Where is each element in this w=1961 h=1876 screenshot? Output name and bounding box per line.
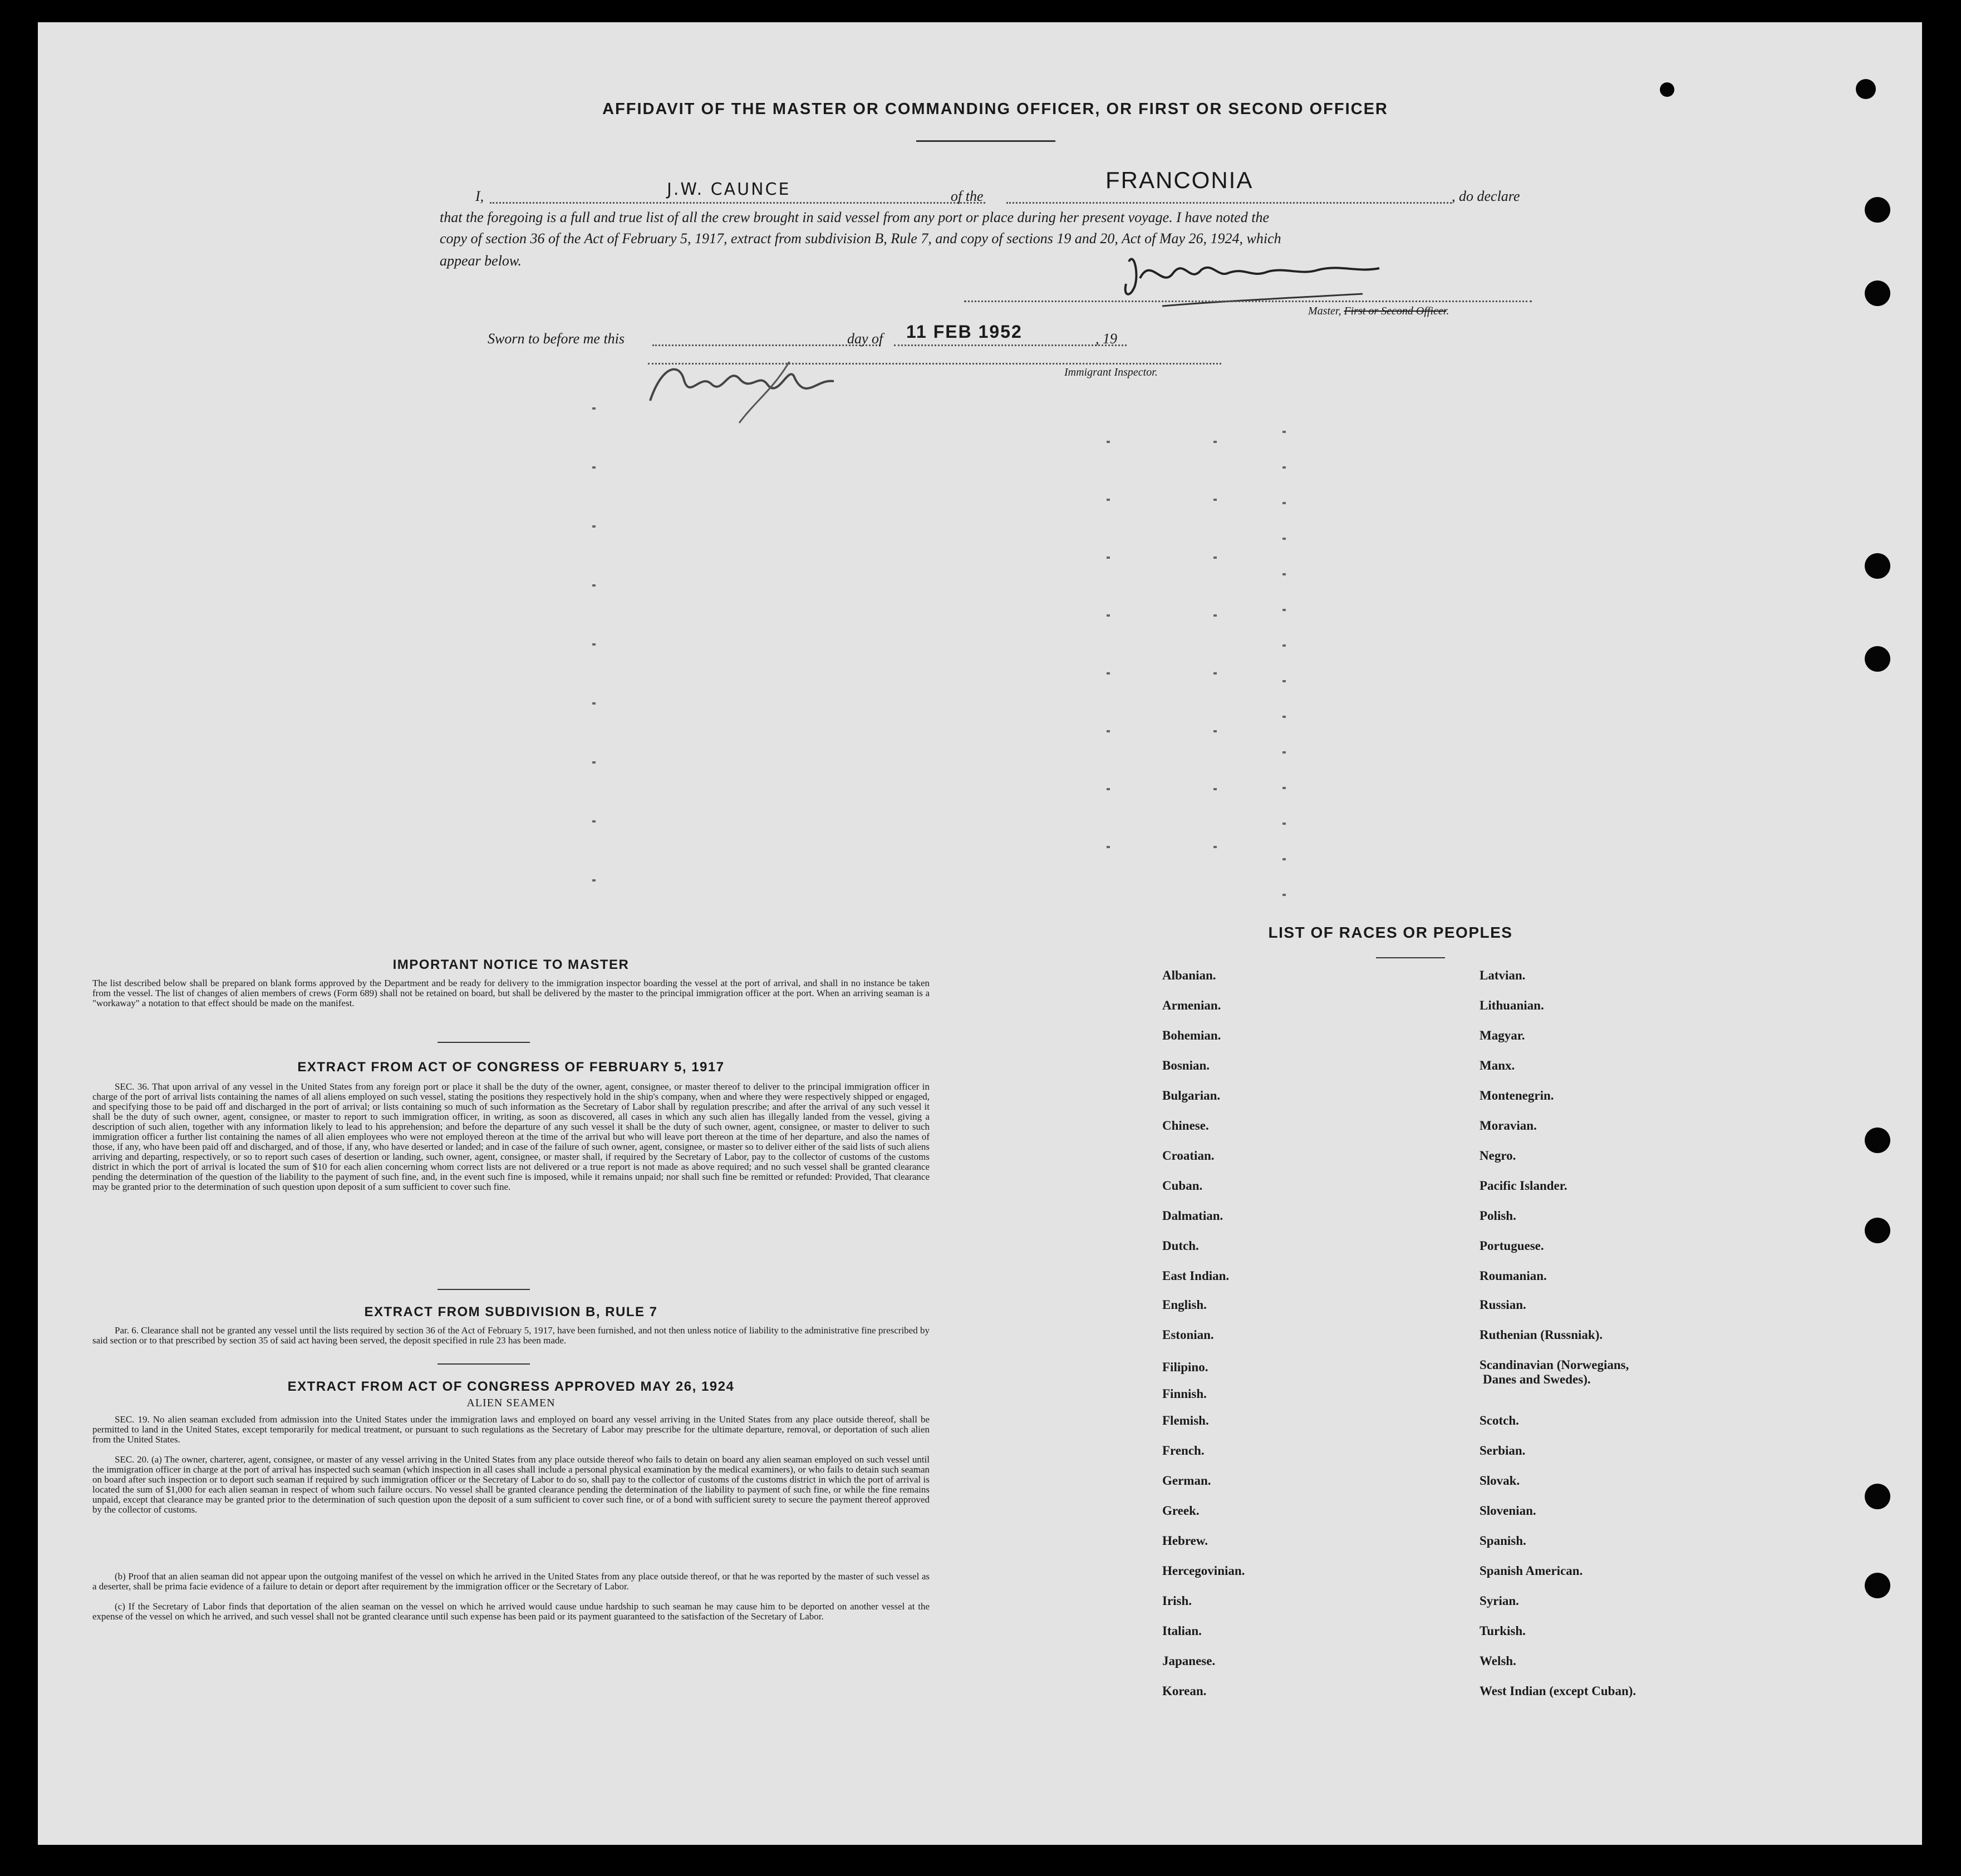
i-label: I, <box>475 188 484 204</box>
bleed-dot <box>1282 502 1286 504</box>
race-item: Spanish. <box>1480 1534 1526 1548</box>
race-item: West Indian (except Cuban). <box>1480 1684 1636 1698</box>
race-item: Welsh. <box>1480 1654 1516 1668</box>
race-item: Roumanian. <box>1480 1269 1547 1283</box>
bleed-dot <box>1213 557 1217 559</box>
extract-rule7-title: EXTRACT FROM SUBDIVISION B, RULE 7 <box>364 1304 658 1319</box>
race-item: Ruthenian (Russniak). <box>1480 1328 1603 1342</box>
bleed-dot <box>592 525 596 528</box>
race-item: Negro. <box>1480 1149 1516 1163</box>
extract-1917-title: EXTRACT FROM ACT OF CONGRESS OF FEBRUARY 5, 1917 <box>297 1060 725 1075</box>
notice-title: IMPORTANT NOTICE TO MASTER <box>392 957 630 972</box>
bleed-dot <box>592 584 596 587</box>
sworn-prefix: Sworn to before me this <box>488 331 625 347</box>
manifest-page <box>38 22 1922 1845</box>
bleed-dot <box>1213 499 1217 501</box>
divider <box>438 1363 530 1365</box>
punch-hole <box>1856 79 1876 99</box>
race-item: Greek. <box>1162 1504 1200 1518</box>
bleed-dot <box>592 879 596 882</box>
race-item: Magyar. <box>1480 1028 1525 1042</box>
bleed-dot <box>592 466 596 469</box>
punch-hole <box>1865 280 1890 306</box>
race-item: Chinese. <box>1162 1119 1209 1133</box>
signature-line <box>964 301 1532 302</box>
race-item: Danes and Swedes). <box>1483 1372 1591 1386</box>
race-item: Russian. <box>1480 1298 1526 1312</box>
race-item: Montenegrin. <box>1480 1089 1554 1102</box>
affidavit-title: AFFIDAVIT OF THE MASTER OR COMMANDING OFFICER, OR FIRST OR SECOND OFFICER <box>602 100 1388 118</box>
race-item: Finnish. <box>1162 1387 1207 1401</box>
bleed-dot <box>1282 466 1286 469</box>
bleed-dot <box>1213 846 1217 848</box>
race-item: Bulgarian. <box>1162 1089 1221 1102</box>
race-item: Portuguese. <box>1480 1239 1544 1253</box>
bleed-dot <box>1282 858 1286 860</box>
race-item: German. <box>1162 1474 1211 1488</box>
race-item: East Indian. <box>1162 1269 1230 1283</box>
race-item: Hebrew. <box>1162 1534 1208 1548</box>
year-prefix: , 19 <box>1095 331 1117 347</box>
race-item: Slovenian. <box>1480 1504 1536 1518</box>
bleed-dot <box>1282 609 1286 611</box>
divider <box>438 1042 530 1043</box>
bleed-dot <box>1107 846 1110 848</box>
bleed-dot <box>1213 441 1217 443</box>
bleed-dot <box>1282 431 1286 433</box>
sworn-date-stamp: 11 FEB 1952 <box>906 322 1023 342</box>
bleed-dot <box>592 643 596 646</box>
race-item: Estonian. <box>1162 1328 1214 1342</box>
bleed-dot <box>1107 441 1110 443</box>
bleed-dot <box>592 820 596 823</box>
race-item: Irish. <box>1162 1594 1192 1608</box>
bleed-dot <box>1282 894 1286 896</box>
extract-1924-sec20a: SEC. 20. (a) The owner, charterer, agent, consignee, or master of any vessel arriving in the United States from any place outside thereof who fails to detain on board any alien seaman employed on such vessel until the immigration officer in charge at the port of arrival has inspected such seaman (which inspection in all cases shall include a personal physical examination by the medical examiners), or who fails to detain such seaman on board after such inspection or to deport such seaman if required by such immigration officer or the Secretary of Labor to do so, shall pay to the collector of customs of the customs district in which the port of arrival is located the sum of $1,000 for each alien seaman in respect of whom such failure occurs. No vessel shall be granted clearance pending the determination of the liability to payment of such fine, or while the fine remains unpaid, except that clearance may be granted prior to the determination of such question upon the deposit of a sum sufficient to cover such fine, or of a bond with sufficient surety to secure the payment thereof approved by the collector of customs. <box>92 1454 930 1515</box>
race-item: Slovak. <box>1480 1474 1520 1488</box>
extract-1924-sec19: SEC. 19. No alien seaman excluded from admission into the United States under the immigration laws and employed on board any vessel arriving in the United States from any place outside thereof, shall be permitted to land in the United States, except temporarily for medical treatment, or pursuant to such regulations as the Secretary of Labor may prescribe for the ultimate departure, removal, or deportation of such alien from the United States. <box>92 1414 930 1445</box>
bleed-dot <box>1213 614 1217 617</box>
race-item: Scotch. <box>1480 1414 1519 1427</box>
race-item: Dalmatian. <box>1162 1209 1223 1223</box>
vessel-line <box>1006 202 1452 204</box>
extract-1924-title: EXTRACT FROM ACT OF CONGRESS APPROVED MAY 26, 1924 <box>287 1379 735 1394</box>
race-item: Italian. <box>1162 1624 1202 1638</box>
race-item: Syrian. <box>1480 1594 1519 1608</box>
bleed-dot <box>1107 672 1110 674</box>
punch-hole <box>1865 1127 1890 1153</box>
punch-hole <box>1865 1218 1890 1243</box>
master-name: J.W. CAUNCE <box>667 180 791 199</box>
race-item: Lithuanian. <box>1480 998 1544 1012</box>
sworn-month-line <box>894 344 1127 346</box>
of-the-label: of the <box>951 188 984 204</box>
vessel-name: FRANCONIA <box>1105 167 1254 193</box>
bleed-dot <box>1282 823 1286 825</box>
notice-text: The list described below shall be prepared on blank forms approved by the Department and be ready for delivery to the immigration inspector boarding the vessel at the port of arrival, and shall in no instance be taken from the vessel. The list of changes of alien members of crews (Form 689) shall not be retained on board, but shall be delivered by the master to the principal immigration officer at the port. When an arriving seaman is a "workaway" a notation to that effect should be made on the manifest. <box>92 978 930 1008</box>
signature-caption-struck: First or Second Officer <box>1344 305 1447 317</box>
affidavit-body-line-3: appear below. <box>440 253 522 269</box>
punch-hole <box>1865 1573 1890 1598</box>
race-item: Bosnian. <box>1162 1058 1210 1072</box>
divider <box>438 1289 530 1290</box>
race-item: Pacific Islander. <box>1480 1179 1567 1193</box>
bleed-dot <box>1107 614 1110 617</box>
title-underline <box>916 140 1055 142</box>
bleed-dot <box>1282 751 1286 754</box>
race-item: Polish. <box>1480 1209 1516 1223</box>
bleed-dot <box>1107 499 1110 501</box>
bleed-dot <box>1107 788 1110 790</box>
race-item: Cuban. <box>1162 1179 1203 1193</box>
bleed-dot <box>1213 672 1217 674</box>
race-item: Spanish American. <box>1480 1564 1583 1578</box>
race-item: French. <box>1162 1444 1205 1458</box>
punch-hole <box>1865 553 1890 579</box>
inspector-line <box>648 363 1221 365</box>
signature-caption-suffix: . <box>1446 305 1449 317</box>
bleed-dot <box>592 702 596 705</box>
races-underline <box>1376 957 1445 958</box>
bleed-dot <box>1282 716 1286 718</box>
bleed-dot <box>1282 538 1286 540</box>
name-line <box>490 202 985 204</box>
bleed-dot <box>1213 788 1217 790</box>
bleed-dot <box>1282 644 1286 647</box>
extract-1924-subtitle: ALIEN SEAMEN <box>466 1397 556 1409</box>
affidavit-body-line-1: that the foregoing is a full and true list of all the crew brought in said vessel from any port or place during her present voyage. I have noted the <box>440 209 1269 225</box>
extract-rule7-text: Par. 6. Clearance shall not be granted any vessel until the lists required by section 36 of the Act of February 5, 1917, have been furnished, and not then unless notice of liability to the administrative fine prescribed by said section or to that prescribed by section 35 of said act having been served, the deposit specified in rule 23 has been made. <box>92 1325 930 1346</box>
inspector-caption: Immigrant Inspector. <box>1064 366 1158 378</box>
bleed-dot <box>1282 680 1286 682</box>
race-item: Armenian. <box>1162 998 1221 1012</box>
signature-caption-prefix: Master, <box>1308 305 1344 317</box>
extract-1924-sec20b: (b) Proof that an alien seaman did not appear upon the outgoing manifest of the vessel on which he arrived in the United States from any place outside thereof, or that he was reported by the master of such vessel as a deserter, shall be prima facie evidence of a failure to detain or deport after requirement by the immigration officer or the Secretary of Labor. <box>92 1571 930 1592</box>
punch-hole <box>1865 1484 1890 1509</box>
race-item: Korean. <box>1162 1684 1207 1698</box>
punch-hole <box>1865 197 1890 223</box>
race-item: Hercegovinian. <box>1162 1564 1245 1578</box>
affidavit-body-line-2: copy of section 36 of the Act of February 5, 1917, extract from subdivision B, Rule 7, and copy of sections 19 and 20, Act of May 26, 1924, which <box>440 230 1281 247</box>
bleed-dot <box>592 407 596 410</box>
race-item: Flemish. <box>1162 1414 1209 1427</box>
signature-caption <box>1308 305 1449 318</box>
race-item: Scandinavian (Norwegians, <box>1480 1358 1629 1372</box>
bleed-dot <box>1282 787 1286 789</box>
race-item: Croatian. <box>1162 1149 1215 1163</box>
do-declare-label: , do declare <box>1452 188 1520 204</box>
races-title: LIST OF RACES OR PEOPLES <box>1268 924 1513 941</box>
inspector-signature <box>639 339 873 440</box>
race-item: Filipino. <box>1162 1360 1208 1374</box>
race-item: Latvian. <box>1480 968 1526 982</box>
bleed-dot <box>1107 557 1110 559</box>
race-item: Bohemian. <box>1162 1028 1221 1042</box>
extract-1917-text: SEC. 36. That upon arrival of any vessel in the United States from any foreign port or place it shall be the duty of the owner, agent, consignee, or master thereof to deliver to the principal immigration officer in charge of the port of arrival lists containing the names of all aliens employed on such vessel, stating the positions they respectively hold in the ship's company, when and where they were respectively shipped or engaged, and specifying those to be paid off and discharged in the port of arrival; or lists containing so much of such information as the Secretary of Labor shall by regulation prescribe; and after the arrival of any such vessel it shall be the duty of such owner, agent, consignee, or master to report to such immigration officer, in writing, as soon as discovered, all cases in which any such alien has illegally landed from the vessel, giving a description of such alien, together with any information likely to lead to his apprehension; and before the departure of any such vessel it shall be the duty of such owner, agent, consignee, or master to deliver to such immigration officer a further list containing the names of all alien employees who were not employed thereon at the time of the arrival but who will leave port thereon at the time of her departure, and also the names of those, if any, who have been paid off and discharged, and of those, if any, who have deserted or landed; and in case of the failure of such owner, agent, consignee, or master so to deliver either of the said lists of such aliens arriving and departing, respectively, or so to report such cases of desertion or landing, such owner, agent, consignee, or master shall, if required by the Secretary of Labor, pay to the collector of customs of the customs district in which the port of arrival is located the sum of $10 for each alien concerning whom correct lists are not delivered or a true report is not made as above required; and no such vessel shall be granted clearance pending the determination of the question of the liability to the payment of such fine, and, in the event such fine is imposed, while it remains unpaid; nor shall such fine be remitted or refunded: Provided, That clearance may be granted prior to the determination of such question upon deposit of a sum sufficient to cover such fine. <box>92 1081 930 1192</box>
bleed-dot <box>1282 573 1286 575</box>
race-item: Turkish. <box>1480 1624 1526 1638</box>
bleed-dot <box>1107 730 1110 732</box>
race-item: Albanian. <box>1162 968 1216 982</box>
race-item: Manx. <box>1480 1058 1515 1072</box>
punch-hole <box>1865 646 1890 672</box>
race-item: Serbian. <box>1480 1444 1526 1458</box>
race-item: English. <box>1162 1298 1207 1312</box>
day-of-label: day of <box>847 331 883 347</box>
race-item: Moravian. <box>1480 1119 1537 1133</box>
extract-1924-sec20c: (c) If the Secretary of Labor finds that deportation of the alien seaman on the vessel on which he arrived would cause undue hardship to such seaman he may cause him to be deported on another vessel at the expense of the vessel on which he arrived, and such vessel shall not be granted clearance until such expense has been paid or its payment guaranteed to the satisfaction of the Secretary of Labor. <box>92 1601 930 1622</box>
bleed-dot <box>592 761 596 764</box>
punch-hole <box>1660 82 1674 97</box>
race-item: Dutch. <box>1162 1239 1199 1253</box>
bleed-dot <box>1213 730 1217 732</box>
race-item: Japanese. <box>1162 1654 1216 1668</box>
